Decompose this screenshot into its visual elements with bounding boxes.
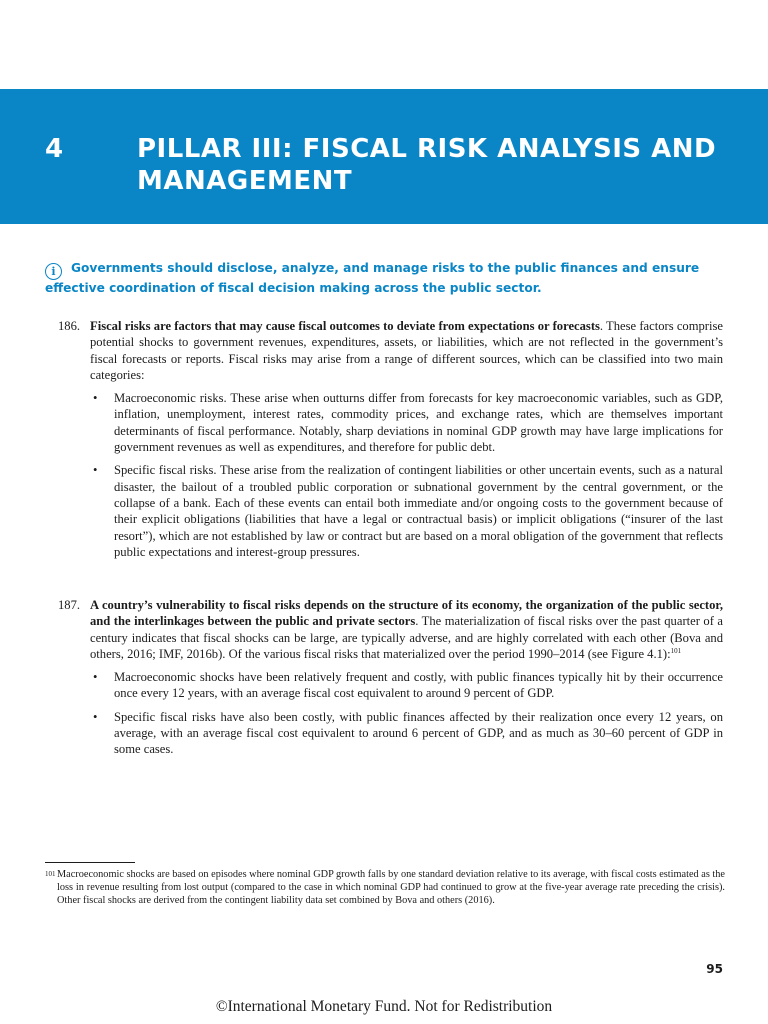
list-item: • Specific fiscal risks. These arise from the realization of contingent liabilities or other uncertain events, such as a natural disaster, the bailout of a troubled public corporation or subnational government by the central government, or the collapse of a bank. Each of these events can entail both immediate and/or ongoing costs to the government because of their explicit obligations (liabilities that have a legal or contractual basis) or implicit obligations (“insurer of the last resort”), which are not established by law or contract but are based on a moral obligation of the government that reflects public expectations and interest-group pressures. <box>114 462 723 560</box>
paragraph-number: 187. <box>58 598 81 612</box>
footnote-mark: 101 <box>45 870 56 878</box>
paragraph-body: . The materialization of fiscal risks over the past quarter of a century indicates that fiscal shocks can be large, are typically adverse, and are highly correlated with each other (Bova and others, 2016; IMF, 2016b). Of the various fiscal risks that materialized over the period 1990–2014 (see Figure 4.1): <box>90 614 723 661</box>
paragraph-lead: A country’s vulnerability to fiscal risks depends on the structure of its economy, the organization of the public sector, and the interlinkages between the public and private sectors <box>90 598 723 629</box>
chapter-title: PILLAR III: FISCAL RISK ANALYSIS AND MANAGEMENT <box>137 134 717 196</box>
bullet-list <box>58 390 723 560</box>
info-icon: i <box>45 263 62 280</box>
paragraph-text <box>90 318 723 383</box>
footnote-reference[interactable]: 101 <box>670 646 682 655</box>
bullet-list <box>58 669 723 757</box>
paragraph-text <box>90 597 723 662</box>
paragraph-body: . These factors comprise potential shocks to government revenues, expenditures, assets, or liabilities, which are not reflected in the government’s fiscal forecasts or reports. Fiscal risks may arise from a range of different sources, which can be classified into two main categories: <box>90 319 723 382</box>
paragraph-lead: Fiscal risks are factors that may cause fiscal outcomes to deviate from expectations or forecasts <box>90 319 600 333</box>
list-item: • Specific fiscal risks have also been costly, with public finances affected by their realization once every 12 years, on average, with an average fiscal cost equivalent to around 6 percent of GDP, and as much as 30–60 percent of GDP in some cases. <box>114 709 723 758</box>
footnote-divider <box>45 862 135 863</box>
chapter-summary-text: Governments should disclose, analyze, and manage risks to the public finances and ensure effective coordination of fiscal decision making across the public sector. <box>45 261 700 295</box>
page-number: 95 <box>706 962 723 976</box>
paragraph-number: 186. <box>58 319 81 333</box>
list-item: • Macroeconomic shocks have been relatively frequent and costly, with public finances typically hit by their occurrence once every 12 years, with an average fiscal cost equivalent to around 9 percent of GDP. <box>114 669 723 702</box>
footnote <box>45 868 725 908</box>
list-item: • Macroeconomic risks. These arise when outturns differ from forecasts for key macroeconomic variables, such as GDP, inflation, unemployment, interest rates, commodity prices, and exchange rates, which are themselves important determinants of fiscal performance. Notably, sharp deviations in nominal GDP growth may have large implications for government revenues as well as expenditures, and therefore for public debt. <box>114 390 723 455</box>
copyright-notice: ©International Monetary Fund. Not for Redistribution <box>215 998 553 1015</box>
chapter-banner <box>0 89 768 224</box>
footnote-text: Macroeconomic shocks are based on episodes where nominal GDP growth falls by one standard deviation relative to its average, with fiscal costs estimated as the loss in revenue resulting from lost output (compared to the case in which nominal GDP had continued to grow at the five-year average rate preceding the crisis). Other fiscal shocks are derived from the contingent liability data set combined by Bova and others (2016). <box>57 869 725 907</box>
chapter-summary <box>45 260 725 297</box>
chapter-number: 4 <box>45 134 64 164</box>
paragraph-187 <box>58 597 723 765</box>
paragraph-186 <box>58 318 723 567</box>
